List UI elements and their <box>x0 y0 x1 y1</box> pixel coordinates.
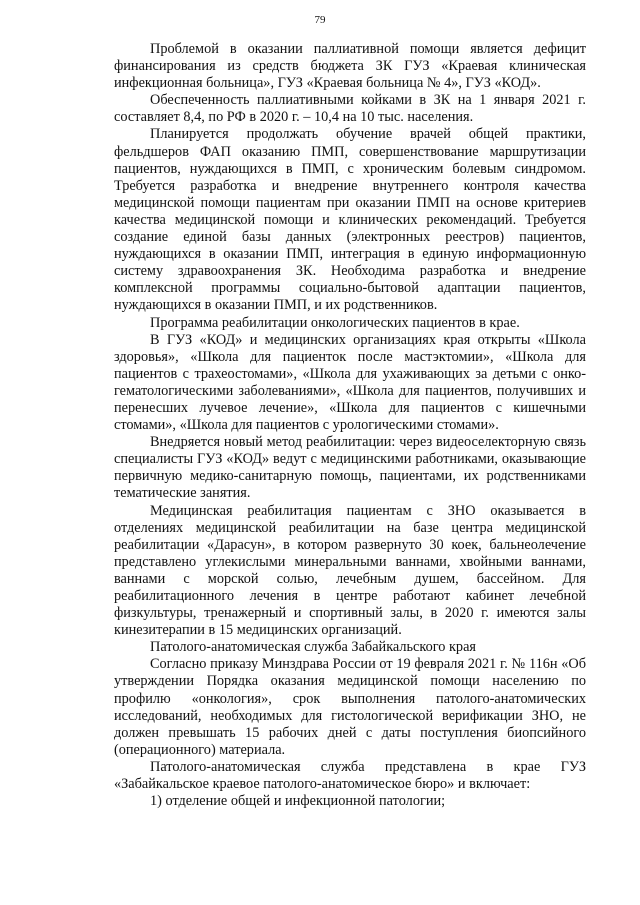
page-number: 79 <box>314 14 326 26</box>
paragraph-order-116n: Согласно приказу Минздрава России от 19 февраля 2021 г. № 116н «Об утверждении Порядка оказания медицинской помощи населению по профилю «онкология», срок выполнения патолого-анатомических исследований, необходимых для гистологической верификации ЗНО, не должен превышать 15 рабочих дней с даты поступления биопсийного (операционного) материала. <box>114 656 586 758</box>
paragraph-list-item-1: 1) отделение общей и инфекционной патологии; <box>150 793 446 810</box>
paragraph-rehab-program-heading: Программа реабилитации онкологических пациентов в крае. <box>150 314 520 331</box>
paragraph-video-rehab: Внедряется новый метод реабилитации: через видеоселекторную связь специалисты ГУЗ «КОД» ведут с медицинскими работниками, оказывающие первичную медико-санитарную помощь, пациентами, их родственниками тематические занятия. <box>114 434 586 502</box>
paragraph-pathology-heading: Патолого-анатомическая служба Забайкальского края <box>150 639 477 656</box>
paragraph-patient-schools: В ГУЗ «КОД» и медицинских организациях края открыты «Школа здоровья», «Школа для пациенток после мастэктомии», «Школа для пациентов с трахеостомами», «Школа для ухаживающих за детьми с онко-гематологическими заболеваниями», «Школа для пациентов, получивших и перенесших лучевое лечение», «Школа для пациентов с кишечными стомами», «Школа для пациентов с урологическими стомами». <box>114 331 586 434</box>
paragraph-palliative-beds: Обеспеченность паллиативными койками в ЗК на 1 января 2021 г. составляет 8,4, по РФ в 2020 г. – 10,4 на 10 тыс. населения. <box>114 92 586 126</box>
paragraph-pathology-service: Патолого-анатомическая служба представлена в крае ГУЗ «Забайкальское краевое патолого-анатомическое бюро» и включает: <box>114 758 586 793</box>
document-body <box>114 41 586 810</box>
paragraph-palliative-plans: Планируется продолжать обучение врачей общей практики, фельдшеров ФАП оказанию ПМП, совершенствование маршрутизации пациентов, нуждающихся в ПМП, с хроническим болевым синдромом. Требуется разработка и внедрение внутреннего контроля качества медицинской помощи пациентам при оказании ПМП на основе критериев качества медицинской помощи и клинических рекомендаций. Требуется создание единой базы данных (электронных реестров) пациентов, нуждающихся в оказании ПМП, интеграция в единую информационную систему здравоохранения ЗК. Необходима разработка и внедрение комплексной программы социально-бытовой адаптации пациентов, нуждающихся в оказании ПМП, и их родственников. <box>114 126 586 314</box>
paragraph-medical-rehab: Медицинская реабилитация пациентам с ЗНО оказывается в отделениях медицинской реабилитации на базе центра медицинской реабилитации «Дарасун», в котором развернуто 30 коек, бальнеолечение представлено углекислыми минеральными ваннами, хвойными ваннами, ваннами с морской солью, лечебным душем, бассейном. Для реабилитационного лечения в центре работают кабинет лечебной физкультуры, тренажерный и спортивный залы, в 2020 г. имеются залы кинезитерапии в 15 медицинских организаций. <box>114 502 586 639</box>
paragraph-palliative-funding: Проблемой в оказании паллиативной помощи является дефицит финансирования из средств бюджета ЗК ГУЗ «Краевая клиническая инфекционная больница», ГУЗ «Краевая больница № 4», ГУЗ «КОД». <box>114 41 586 92</box>
